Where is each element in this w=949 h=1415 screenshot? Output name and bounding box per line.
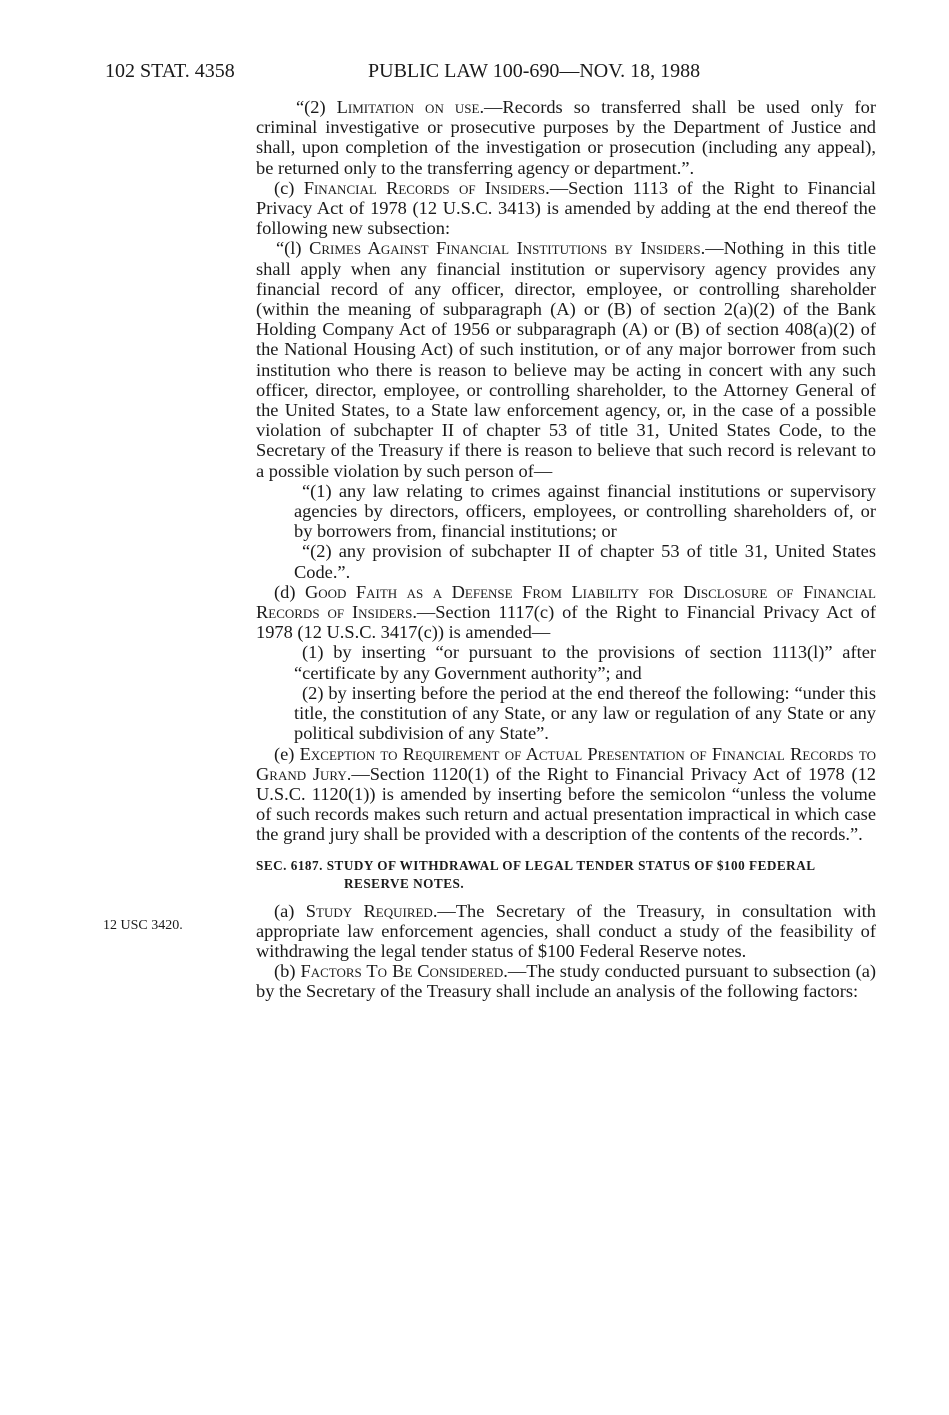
margin-note: 12 USC 3420. — [103, 918, 183, 933]
paragraph-heading: Crimes Against Financial Institutions by Insiders — [309, 238, 701, 259]
paragraph-heading: Factors To Be Considered — [300, 961, 504, 982]
paragraph-good-faith-defense: (d) Good Faith as a Defense From Liability for Disclosure of Financial Records of Insiders.—Section 1117(c) of the Right to Financial Privacy Act of 1978 (12 U.S.C. 3417(c)) is amended— — [256, 581, 876, 643]
paragraph-crimes-against-institutions: “(l) Crimes Against Financial Institutions by Insiders.—Nothing in this title shall apply when any financial institution or supervisory agency provides any financial record of any officer, director, employee, or controlling shareholder (within the meaning of subparagraph (A) or (B) of section 2(a)(2) of the Bank Holding Company Act of 1956 or subparagraph (A) or (B) of section 408(a)(2) of the National Housing Act) of such institution, or of any major borrower from such institution who there is reason to believe may be acting in concert with any such officer, director, employee, or controlling shareholder, to the Attorney General of the United States, to a State law enforcement agency, or, in the case of a possible violation of subchapter II of chapter 53 of title 31, United States Code, to the Secretary of the Treasury if there is reason to believe that such record is relevant to a possible violation by such person of— — [256, 238, 877, 481]
section-heading: SEC. 6187. STUDY OF WITHDRAWAL OF LEGAL TENDER STATUS OF $100 FEDERAL RESERVE NOTES. — [256, 857, 815, 891]
list-item: “(2) any provision of subchapter II of chapter 53 of title 31, United States Code.”. — [294, 541, 876, 582]
list-item: “(1) any law relating to crimes against financial institutions or supervisory agencies by directors, officers, employees, or controlling shareholders of, or by borrowers from, financial institutions; or — [294, 480, 876, 542]
paragraph-heading: Exception to Requirement of Actual Presentation of Financial Records to Grand Jury — [256, 743, 876, 784]
paragraph-financial-records-insiders: (c) Financial Records of Insiders.—Section 1113 of the Right to Financial Privacy Act of 1978 (12 U.S.C. 3413) is amended by adding at the end thereof the following new subsection: — [256, 177, 876, 239]
list-item: (1) by inserting “or pursuant to the provisions of section 1113(l)” after “certificate by any Government authority”; and — [294, 642, 876, 683]
paragraph-heading: Good Faith as a Defense From Liability for Disclosure of Financial Records of Insiders — [256, 581, 876, 623]
paragraph-heading: Limitation on use — [336, 97, 480, 117]
paragraph-study-required: (a) Study Required.—The Secretary of the Treasury, in consultation with appropriate law enforcement agencies, shall conduct a study of the feasibility of withdrawing the legal tender status of $100 Federal Reserve notes. — [256, 900, 876, 961]
paragraph-factors-considered: (b) Factors To Be Considered.—The study conducted pursuant to subsection (a) by the Secretary of the Treasury shall include an analysis of the following factors: — [256, 961, 876, 1002]
page-header-title: PUBLIC LAW 100-690—NOV. 18, 1988 — [368, 60, 701, 82]
document-body — [256, 97, 876, 1002]
paragraph-heading: Study Required — [305, 900, 433, 921]
paragraph-limitation-on-use: “(2) Limitation on use.—Records so transferred shall be used only for criminal investigative or prosecutive purposes by the Department of Justice and shall, upon completion of the investigation or prosecution (including any appeal), be returned only to the transferring agency or department.”. — [256, 97, 876, 178]
paragraph-grand-jury-exception: (e) Exception to Requirement of Actual Presentation of Financial Records to Grand Jury.—Section 1120(1) of the Right to Financial Privacy Act of 1978 (12 U.S.C. 1120(1)) is amended by inserting before the semicolon “unless the volume of such records makes such return and actual presentation impractical in which case the grand jury shall be provided with a description of the contents of the records.”. — [256, 743, 876, 845]
statute-citation: 102 STAT. 4358 — [105, 60, 235, 82]
list-item: (2) by inserting before the period at the end thereof the following: “under this title, the constitution of any State, or any law or regulation of any State or any political subdivision of any State”. — [294, 682, 876, 744]
paragraph-heading: Financial Records of Insiders — [303, 177, 546, 198]
